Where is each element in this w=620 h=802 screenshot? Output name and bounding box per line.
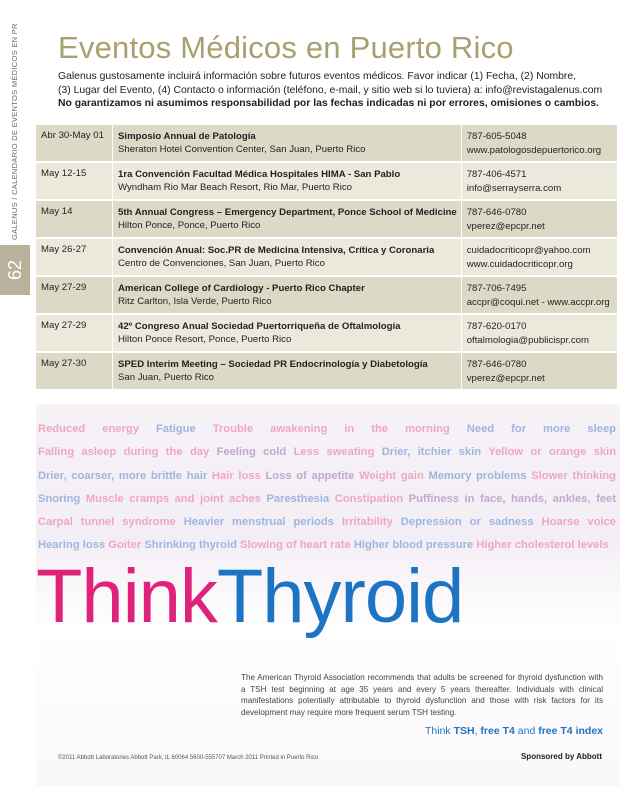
event-place: Wyndham Rio Mar Beach Resort, Rio Mar, Puerto Rico <box>118 182 352 193</box>
event-contact <box>461 314 617 352</box>
tsh-line <box>425 725 603 737</box>
event-row <box>36 200 617 238</box>
event-title: 1ra Convención Facultad Médica Hospitales HIMA - San Pablo <box>118 169 401 180</box>
event-contact-1: 787-646-0780 <box>466 359 527 370</box>
event-info <box>113 352 462 389</box>
event-row <box>36 314 617 352</box>
page-number: 62 <box>5 259 25 281</box>
event-row <box>36 124 617 162</box>
symptom-phrase: Reduced energy <box>38 423 139 435</box>
sponsor: Sponsored by Abbott <box>520 752 602 761</box>
tsh-sep-1: , <box>474 725 481 737</box>
event-info <box>113 276 462 314</box>
event-date: May 12-15 <box>36 162 113 200</box>
page-title: Eventos Médicos en Puerto Rico <box>58 30 514 65</box>
symptom-phrase: Carpal tunnel syndrome <box>38 516 176 529</box>
event-contact <box>461 124 617 162</box>
event-contact-1: 787-646-0780 <box>466 207 527 218</box>
event-info <box>113 200 462 238</box>
event-title: SPED Interim Meeting – Sociedad PR Endocrinología y Diabetología <box>118 359 428 370</box>
event-contact <box>461 238 617 276</box>
event-contact-1: cuidadocriticopr@yahoo.com <box>466 245 591 256</box>
event-date: Abr 30-May 01 <box>36 124 113 162</box>
symptom-phrase: Slower thinking <box>531 469 617 482</box>
symptom-phrase: Goiter <box>108 539 142 552</box>
event-contact-1: 787-406-4571 <box>466 169 527 180</box>
event-place: San Juan, Puerto Rico <box>118 372 214 383</box>
event-title: 5th Annual Congress – Emergency Department, Ponce School of Medicine <box>118 207 457 218</box>
symptom-phrase: Weight gain <box>359 469 424 482</box>
symptom-phrase: Higher blood pressure <box>353 539 474 552</box>
tsh-1: TSH <box>453 725 475 737</box>
symptom-phrase: Higher cholesterol levels <box>476 539 609 552</box>
event-contact <box>461 276 617 314</box>
event-contact-1: 787-706-7495 <box>466 283 527 294</box>
event-place: Centro de Convenciones, San Juan, Puerto Rico <box>118 258 325 269</box>
event-info <box>113 124 462 162</box>
event-date: May 26-27 <box>36 238 113 276</box>
symptom-phrase: Depression or sadness <box>400 516 534 529</box>
event-title: Simposio Annual de Patología <box>118 131 256 142</box>
event-contact <box>461 200 617 238</box>
event-place: Sheraton Hotel Convention Center, San Juan, Puerto Rico <box>118 144 366 155</box>
intro-line-1: Galenus gustosamente incluirá información sobre futuros eventos médicos. Favor indicar (1) Fecha, (2) Nombre, <box>58 71 577 82</box>
event-info <box>113 314 462 352</box>
event-place: Hilton Ponce Resort, Ponce, Puerto Rico <box>118 334 292 345</box>
symptom-phrase: Memory problems <box>428 469 527 482</box>
event-contact <box>461 352 617 389</box>
event-title: American College of Cardiology - Puerto Rico Chapter <box>118 283 365 294</box>
symptom-phrase: Less sweating <box>293 446 375 459</box>
event-info <box>113 162 462 200</box>
tsh-2: free T4 <box>480 725 515 737</box>
symptom-phrase: Hoarse voice <box>541 516 617 529</box>
event-contact-2: vperez@epcpr.net <box>466 373 545 384</box>
symptom-phrase: Muscle cramps and joint aches <box>85 492 261 505</box>
event-contact-2: vperez@epcpr.net <box>466 221 545 232</box>
symptom-phrase: Shrinking thyroid <box>144 539 237 552</box>
event-date: May 14 <box>36 200 113 238</box>
event-row <box>36 238 617 276</box>
ata-recommendation: The American Thyroid Association recommends that adults be screened for thyroid dysfunction with a TSH test beginning at age 35 years and every 5 years thereafter. Individuals with clinical manifestations potentially attributable to thyroid dysfunction and those with risk factors for its development may require more frequent serum TSH testing. <box>241 673 603 717</box>
event-contact-2: info@serrayserra.com <box>466 183 562 194</box>
event-place: Hilton Ponce, Ponce, Puerto Rico <box>118 220 261 231</box>
symptom-phrase: Hearing loss <box>38 539 106 552</box>
symptom-phrase: Loss of appetite <box>265 469 355 482</box>
event-date: May 27-29 <box>36 276 113 314</box>
symptom-phrase: Falling asleep during the day <box>38 446 210 459</box>
event-date: May 27-29 <box>36 314 113 352</box>
headline-thyroid: Thyroid <box>216 554 464 639</box>
symptoms-cloud <box>38 418 616 558</box>
event-contact-2: www.patologosdepuertorico.org <box>466 145 602 156</box>
event-contact <box>461 162 617 200</box>
symptom-phrase: Heavier menstrual periods <box>183 516 334 529</box>
symptom-phrase: Trouble awakening in the morning <box>212 423 450 435</box>
ad-footnote: ©2011 Abbott Laboratories Abbott Park, IL 60064 5600-555707 March 2011 Printed in Puerto Rico <box>58 755 319 761</box>
symptom-phrase: Yellow or orange skin <box>488 446 617 459</box>
event-contact-2: accpr@coqui.net - www.accpr.org <box>466 297 610 308</box>
tsh-prefix: Think <box>424 725 454 737</box>
event-place: Ritz Carlton, Isla Verde, Puerto Rico <box>118 296 272 307</box>
events-table <box>36 123 617 389</box>
think-thyroid-ad <box>36 404 620 786</box>
running-title: GALENUS / CALENDARIO DE EVENTOS MÉDICOS EN PR <box>10 23 19 240</box>
symptom-phrase: Feeling cold <box>216 446 287 459</box>
event-contact-2: www.cuidadocriticopr.org <box>466 259 573 270</box>
intro-line-2: (3) Lugar del Evento, (4) Contacto o información (teléfono, e-mail, y sitio web si lo tuviera) a: info@revistagalenus.com <box>58 84 603 96</box>
symptom-phrase: Constipation <box>334 492 404 505</box>
symptom-phrase: Drier, itchier skin <box>381 446 482 459</box>
symptom-phrase: Paresthesia <box>266 492 330 505</box>
event-info <box>113 238 462 276</box>
event-row <box>36 276 617 314</box>
disclaimer: No garantizamos ni asumimos responsabilidad por las fechas indicadas ni por errores, omisiones o cambios. <box>58 98 600 109</box>
event-title: 42º Congreso Anual Sociedad Puertorriqueña de Oftalmología <box>118 321 401 332</box>
symptom-phrase: Slowing of heart rate <box>240 539 351 552</box>
symptom-phrase: Need for more sleep <box>466 423 617 435</box>
symptom-phrase: Hair loss <box>211 469 261 482</box>
event-contact-1: 787-620-0170 <box>466 321 527 332</box>
symptom-phrase: Fatigue <box>155 423 196 435</box>
event-contact-1: 787-605-5048 <box>466 131 527 142</box>
event-row <box>36 162 617 200</box>
event-contact-2: oftalmologia@publicispr.com <box>466 335 589 346</box>
symptom-phrase: Drier, coarser, more brittle hair <box>38 469 208 482</box>
event-title: Convención Anual: Soc.PR de Medicina Intensiva, Crítica y Coronaria <box>118 245 435 256</box>
event-date: May 27-30 <box>36 352 113 389</box>
intro-text <box>58 70 603 111</box>
symptom-phrase: Puffiness in face, hands, ankles, feet <box>408 492 616 505</box>
ad-headline <box>36 552 463 642</box>
headline-think: Think <box>36 554 217 639</box>
event-row <box>36 352 617 389</box>
symptom-phrase: Irritability <box>341 516 393 529</box>
tsh-sep-2: and <box>514 725 539 737</box>
symptom-phrase: Snoring <box>38 492 81 505</box>
tsh-3: free T4 index <box>538 725 603 737</box>
